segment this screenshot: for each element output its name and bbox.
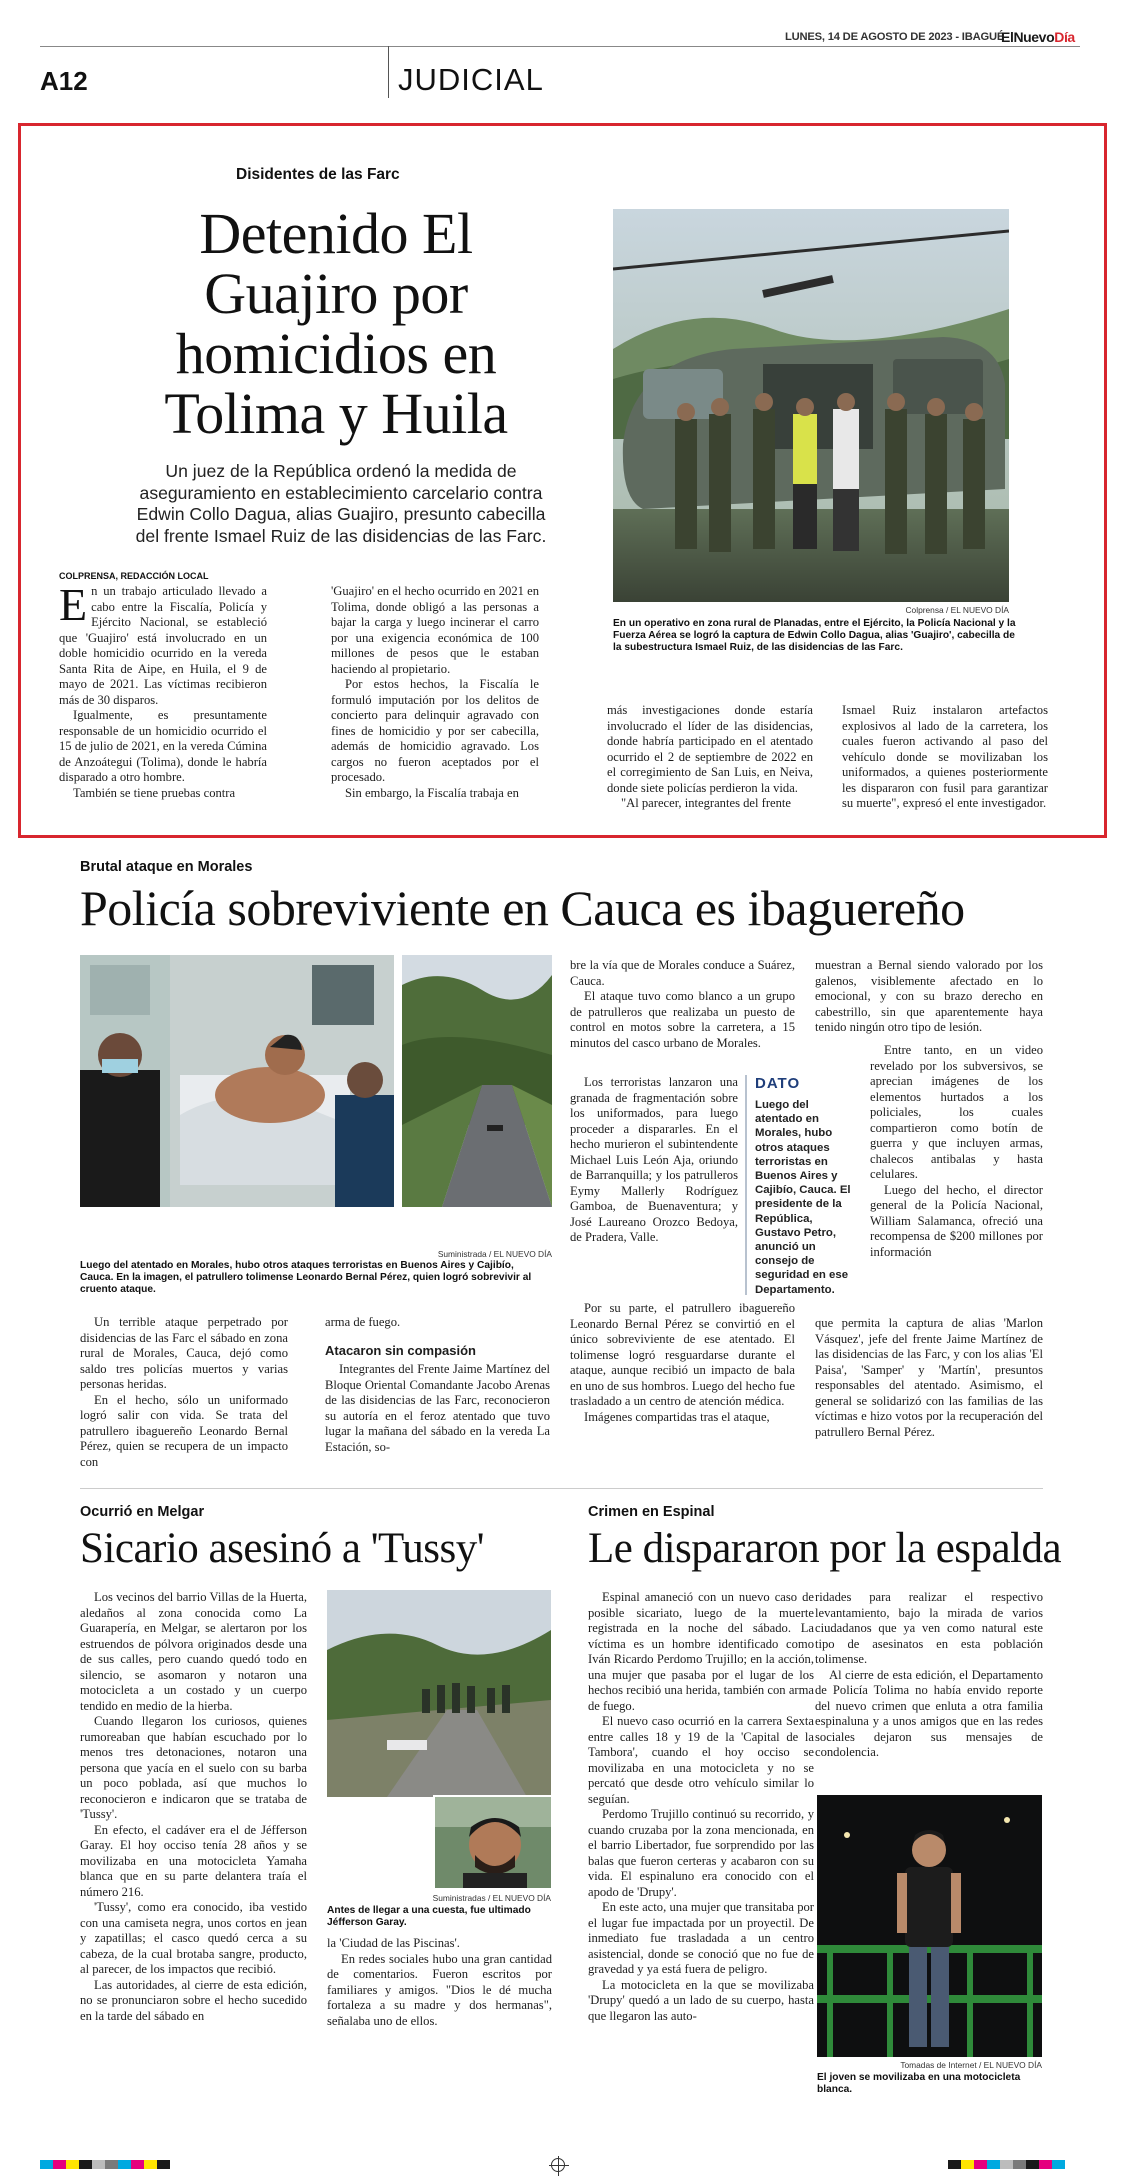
- article2-column-1: Un terrible ataque perpetrado por disidencias de las Farc el sábado en zona rural de Morales, Cauca, dejó como saldo tres policías muertos y varias personas heridas. En el hecho, sólo un uniformado logró salir con vida. Se trata del patrullero ibaguereño Leonardo Bernal Pérez, quien se recupera de un impacto con: [80, 1315, 288, 1469]
- victim-portrait-illustration: [435, 1797, 553, 1890]
- section-divider: [388, 46, 389, 98]
- article1-column-3: más investigaciones donde estaría involucrado el líder de las disidencias, donde habría participado en el atentado ocurrido el 2 de septiembre de 2022 en el corregimiento de San Luis, en Neiva, donde siete policías perdieron la vida. "Al parecer, integrantes del frente: [607, 703, 813, 810]
- article3-photo-caption: Antes de llegar a una cuesta, fue ultimado Jéfferson Garay.: [327, 1905, 531, 1929]
- motorcycle-victim-photo: [817, 1795, 1042, 2057]
- article4-photo-caption: El joven se movilizaba en una motocicleta blanca.: [817, 2072, 1021, 2096]
- article3-column-1: Los vecinos del barrio Villas de la Huerta, aledaños al zona conocida como La Guarapería, en Melgar, se alertaron por los estruendos de pólvora originados desde una de sus calles, pero cuando quedó todo en silencio, se asomaron y notaron una motocicleta a un costado y un cuerpo tendido en medio de la hierba. Cuando llegaron los curiosos, quienes rumoreaban que habían escuchado por lo menos tres detonaciones, notaron una persona que yacía en el suelo con su barba un poco poblada, así que muchos lo reconocieron e indicaron que se trataba de 'Tussy'. En efecto, el cadáver era el de Jéfferson Garay. El hoy occiso tenía 28 años y se movilizaba en una motocicleta Yamaha blanca que en su parte delantera traía el número 216. 'Tussy', como era conocido, iba vestido con una camiseta negra, unos cortos en jean y zapatillas; el casco quedó cerca a su cabeza, de la cual brotaba sangre, producto, al parecer, de los impactos que recibió. Las autoridades, al cierre de esta edición, no se pronunciaron sobre el hecho sucedido en la tarde del sábado en: [80, 1590, 307, 2023]
- article4-column-2: ridades para realizar el respectivo levantamiento, bajo la mirada de varios ciudadanos que ya ven como natural este tipo de asesinatos en esta población tolimense. Al cierre de esta edición, el Departamento de Policía Tolima no había envido reporte del nuevo crimen que enluta a otra familia espinaluna y a unos amigos que en las redes sociales dejaron sus mensajes de condolencia.: [815, 1590, 1043, 1759]
- featured-article: [18, 123, 1107, 838]
- crime-scene-photo: [327, 1590, 551, 1797]
- article-lead: Un juez de la República ordenó la medida de aseguramiento en establecimiento carcelario contra Edwin Collo Dagua, alias Guajiro, presunto cabecilla del frente Ismael Ruiz de las disidencias de las Farc.: [135, 461, 547, 546]
- dato-label: DATO: [755, 1075, 801, 1092]
- page-number: A12: [40, 66, 88, 96]
- header-top-rule: [40, 46, 1080, 47]
- article2-column-2: arma de fuego. Atacaron sin compasión Integrantes del Frente Jaime Martínez del Bloque Oriental Comandante Jacobo Arenas de las disidencias de las Farc, reconocieron su autoría en el feroz atentado que tuvo lugar la mañana del sábado en la vereda La Estación, so-: [325, 1315, 550, 1454]
- date-line: LUNES, 14 DE AGOSTO DE 2023 - IBAGUÉ: [785, 31, 1005, 43]
- article2-column-3c: Por su parte, el patrullero ibaguereño Leonardo Bernal Pérez se convirtió en el único sobreviviente de ese atentado. El tolimense logró resguardarse durante el ataque, aunque recibió un impacto de bala en uno de sus hombros. Luego del hecho fue trasladado a un centro de atención médica. Imágenes compartidas tras el ataque,: [570, 1301, 795, 1424]
- section-title: JUDICIAL: [398, 62, 544, 97]
- article2-column-3b: Los terroristas lanzaron una granada de fragmentación sobre los uniformados, para luego proceder a dispararles. En el hecho murieron el subintendente Michael Luis León Aja, oriundo de Barranquilla; y los patrulleros Eymy Mallerly Rodríguez Gamboa, de Buenaventura; y José Laureano Orozco Bedoya, de Pradera, Valle.: [570, 1075, 738, 1244]
- article4-headline: Le dispararon por la espalda: [588, 1525, 1062, 1572]
- article2-column-3a: bre la vía que de Morales conduce a Suárez, Cauca. El ataque tuvo como blanco a un grupo de patrulleros que realizaba un puesto de control en motos sobre la carretera, a 15 minutos del casco urbano de Morales.: [570, 958, 795, 1050]
- article2-photo-caption: Luego del atentado en Morales, hubo otros ataques terroristas en Buenos Aires y Cajibío, Cauca. En la imagen, el patrullero tolimense Leonardo Bernal Pérez, quien logró sobrevivir al cruento ataque.: [80, 1260, 532, 1296]
- article3-photo-credit: Suministradas / EL NUEVO DÍA: [432, 1893, 551, 1903]
- article4-kicker: Crimen en Espinal: [588, 1504, 715, 1520]
- article2-headline: Policía sobreviviente en Cauca es ibaguereño: [80, 880, 965, 936]
- brand-logo: ElNuevoDía: [1001, 29, 1075, 45]
- color-registration-bar-left: [40, 2160, 170, 2169]
- article-headline: Detenido El Guajiro por homicidios en Tolima y Huila: [164, 201, 508, 446]
- byline: COLPRENSA, REDACCIÓN LOCAL: [59, 571, 209, 581]
- photo-caption: En un operativo en zona rural de Planadas, entre el Ejército, la Policía Nacional y la Fuerza Aérea se logró la captura de Edwin Collo Dagua, alias 'Guajiro', cabecilla de la subestructura Ismael Ruiz, de las disidencias de las Farc.: [613, 618, 1016, 654]
- article3-headline: Sicario asesinó a 'Tussy': [80, 1525, 484, 1572]
- road-photo: [402, 955, 552, 1207]
- dato-text: Luego del atentado en Morales, hubo otros ataques terroristas en Buenos Aires y Cajibío, Cauca. El presidente de la República, Gustavo Petro, anunció un consejo de seguridad en ese Departamento.: [755, 1099, 851, 1296]
- article2-photo-credit: Suministrada / EL NUEVO DÍA: [437, 1249, 552, 1259]
- article2-column-4b: Entre tanto, en un video revelado por los subversivos, se aprecian imágenes de los elementos hurtados a los policiales, los cuales compartieron como botín de guerra y que incluyen armas, chalecos antibalas y hasta celulares. Luego del hecho, el director general de la Policía Nacional, William Salamanca, ofreció una recompensa de $200 millones por información: [870, 1043, 1043, 1259]
- color-registration-bar-right: [948, 2160, 1065, 2169]
- registration-mark-icon: [551, 2158, 565, 2172]
- masthead: [0, 0, 1121, 100]
- article1-column-1: En un trabajo articulado llevado a cabo entre la Fiscalía, Policía y Ejército Nacional, se estableció que 'Guajiro' está involucrado en un doble homicidio ocurrido en la vereda Santa Rita de Aipe, en Huila, el 9 de mayo de 2021. Las víctimas recibieron más de 30 disparos. Igualmente, es presuntamente responsable de un homicidio ocurrido el 15 de julio de 2021, en la vereda Cúmina de Anzoátegui (Tolima), donde le habría disparado a otro hombre. También se tiene pruebas contra: [59, 579, 267, 800]
- helicopter-photo-illustration: [613, 209, 1009, 602]
- photo-credit: Colprensa / EL NUEVO DÍA: [905, 605, 1009, 615]
- article4-photo-credit: Tomadas de Internet / EL NUEVO DÍA: [900, 2060, 1042, 2070]
- crime-scene-illustration: [327, 1590, 551, 1797]
- hospital-photo: [80, 955, 394, 1207]
- article3-kicker: Ocurrió en Melgar: [80, 1504, 205, 1520]
- article1-column-4: Ismael Ruiz instalaron artefactos explosivos al lado de la carretera, los cuales fueron activando al paso del vehículo donde se movilizaban los uniformados, a quienes posteriormente les dispararon con fusil para garantizar su muerte", expresó el ente investigador.: [842, 703, 1048, 810]
- article-kicker: Disidentes de las Farc: [236, 166, 400, 183]
- victim-portrait: [433, 1795, 553, 1890]
- article2-column-4c: que permita la captura de alias 'Marlon Vásquez', jefe del frente Jaime Martínez de las disidencias de las Farc, y con los alias 'El Paisa', 'Samper' y 'Martín', presuntos responsables del atentado. Asimismo, el general se solidarizó con las familias de las víctimas e hizo votos por la recuperación del patrullero Bernal Pérez.: [815, 1316, 1043, 1439]
- article2-kicker: Brutal ataque en Morales: [80, 859, 253, 875]
- hospital-photo-illustration: [80, 955, 394, 1207]
- motorcycle-victim-illustration: [817, 1795, 1042, 2057]
- road-photo-illustration: [402, 955, 552, 1207]
- section-separator: [80, 1488, 1043, 1489]
- helicopter-photo: [613, 209, 1009, 602]
- subhead: Atacaron sin compasión: [325, 1342, 476, 1358]
- article2-column-4a: muestran a Bernal siendo valorado por los galenos, visiblemente afectado en lo emocional, y con su brazo derecho en cabestrillo, sin que aparentemente haya tenido ningún otro tipo de lesión.: [815, 958, 1043, 1034]
- article4-column-1: Espinal amaneció con un nuevo caso de posible sicariato, luego de la muerte registrada en la noche del sábado. La víctima es un hombre identificado como Iván Ricardo Perdomo Trujillo; en la acción, una mujer que pasaba por el lugar de los hechos recibió una herida, también con arma de fuego. El nuevo caso ocurrió en la carrera Sexta entre calles 18 y 19 de la 'Capital de la Tambora', cuando el hoy occiso se movilizaba en una motocicleta y no se percató que desde otro vehículo similar lo seguían. Perdomo Trujillo continuó su recorrido, y cuando cruzaba por la zona mencionada, en el barrio Libertador, fue sorprendido por las balas que fueron certeras y acabaron con su vida. El espinaluno era conocido con el apodo de 'Drupy'. En este acto, una mujer que transitaba por el lugar fue impactada por un proyectil. De inmediato fue trasladada a un centro asistencial, donde se conoció que no fue de gravedad y ya está fuera de peligro. La motocicleta en la que se movilizaba 'Drupy' quedó a un lado de su cuerpo, hasta que llegaron las auto-: [588, 1590, 814, 2023]
- article3-column-2: la 'Ciudad de las Piscinas'. En redes sociales hubo una gran cantidad de comentarios. Fueron escritos por familiares y amigos. "Dios le dé mucha fortaleza a su madre y dos hermanas", señalaba uno de ellos.: [327, 1936, 552, 2028]
- drop-cap: E: [59, 579, 88, 630]
- dato-box: [745, 1075, 855, 1295]
- article1-column-2: 'Guajiro' en el hecho ocurrido en 2021 en Tolima, donde obligó a las personas a bajar la carga y luego incinerar el carro por una exigencia económica de 100 millones de pesos que le estaban haciendo al propietario. Por estos hechos, la Fiscalía le formuló imputación por los delitos de concierto para delinquir agravado con fines de homicidio y por ser cabecilla, además de homicidio agravado. Los cargos no fueron aceptados por el procesado. Sin embargo, la Fiscalía trabaja en: [331, 584, 539, 800]
